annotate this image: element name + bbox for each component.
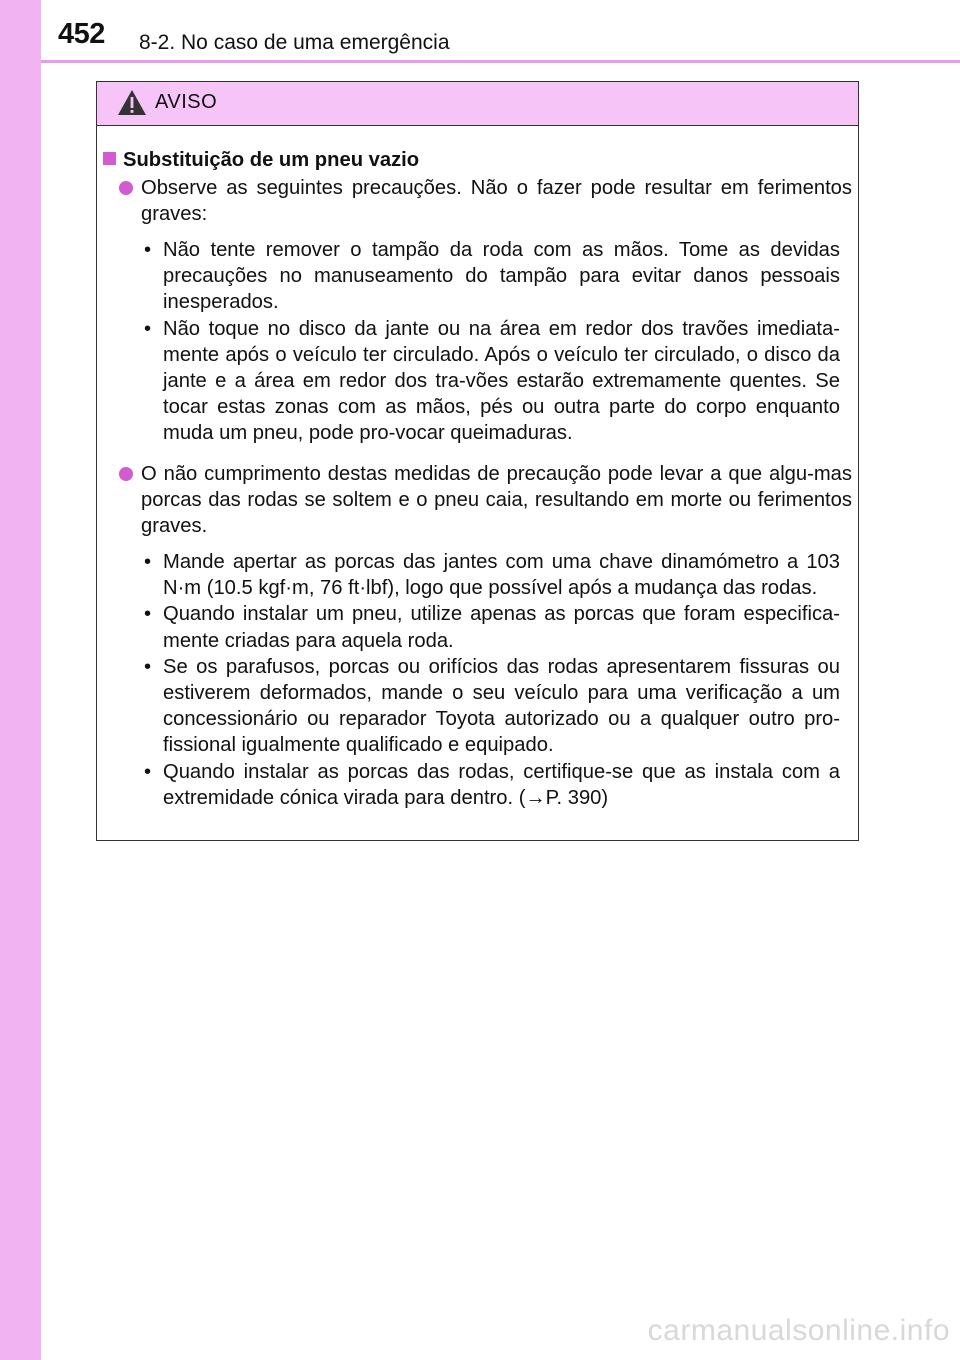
circle-bullet-icon — [119, 181, 133, 195]
warning-triangle-icon — [117, 89, 147, 116]
warning-body — [97, 126, 858, 840]
section-title: 8-2. No caso de uma emergência — [139, 31, 450, 54]
list-item: • Não toque no disco da jante ou na área em redor dos travões imediata-mente após o veículo ter circulado. Após o veículo ter circulado, o disco da jante e a área em redor dos tra-vões estarão extremamente quentes. Se tocar estas zonas com as mãos, pés ou outra parte do corpo enquanto muda um pneu, pode pro-vocar queimaduras. — [141, 316, 840, 447]
warning-heading — [103, 147, 419, 173]
square-bullet-icon — [103, 152, 116, 165]
circle-bullet-icon — [119, 467, 133, 481]
list-item: • Se os parafusos, porcas ou orifícios das rodas apresentarem fissuras ou estiverem deformados, mande o seu veículo para uma verificação a um concessionário ou reparador Toyota autorizado ou a qualquer outro pro-fissional igualmente qualificado e equipado. — [141, 654, 840, 759]
warning-title: AVISO — [155, 91, 218, 113]
header-rule — [41, 60, 960, 63]
side-color-band — [0, 0, 41, 1360]
warning-box — [96, 81, 859, 841]
heading-text: Substituição de um pneu vazio — [123, 149, 420, 171]
paragraph-1-text: Observe as seguintes precauções. Não o fazer pode resultar em ferimentos graves: — [141, 177, 852, 226]
list-item: • Quando instalar as porcas das rodas, certifique-se que as instala com a extremidade cónica virada para dentro. (→P. 390) — [141, 759, 840, 811]
precaution-list-2 — [141, 549, 840, 811]
paragraph-2-text: O não cumprimento destas medidas de precaução pode levar a que algu-mas porcas das rodas se soltem e o pneu caia, resultando em morte ou ferimentos graves. — [141, 463, 852, 538]
precaution-paragraph-2 — [119, 461, 852, 540]
warning-header — [97, 82, 858, 126]
precaution-paragraph-1 — [119, 175, 852, 227]
list-item: • Não tente remover o tampão da roda com as mãos. Tome as devidas precauções no manuseamento do tampão para evitar danos pessoais inesperados. — [141, 237, 840, 316]
precaution-list-1 — [141, 237, 840, 447]
list-item: • Mande apertar as porcas das jantes com uma chave dinamómetro a 103 N·m (10.5 kgf·m, 76 ft·lbf), logo que possível após a mudança das rodas. — [141, 549, 840, 601]
list-item: • Quando instalar um pneu, utilize apenas as porcas que foram especifica-mente criadas para aquela roda. — [141, 601, 840, 653]
page-number: 452 — [58, 18, 105, 50]
watermark: carmanualsonline.info — [647, 1314, 950, 1347]
